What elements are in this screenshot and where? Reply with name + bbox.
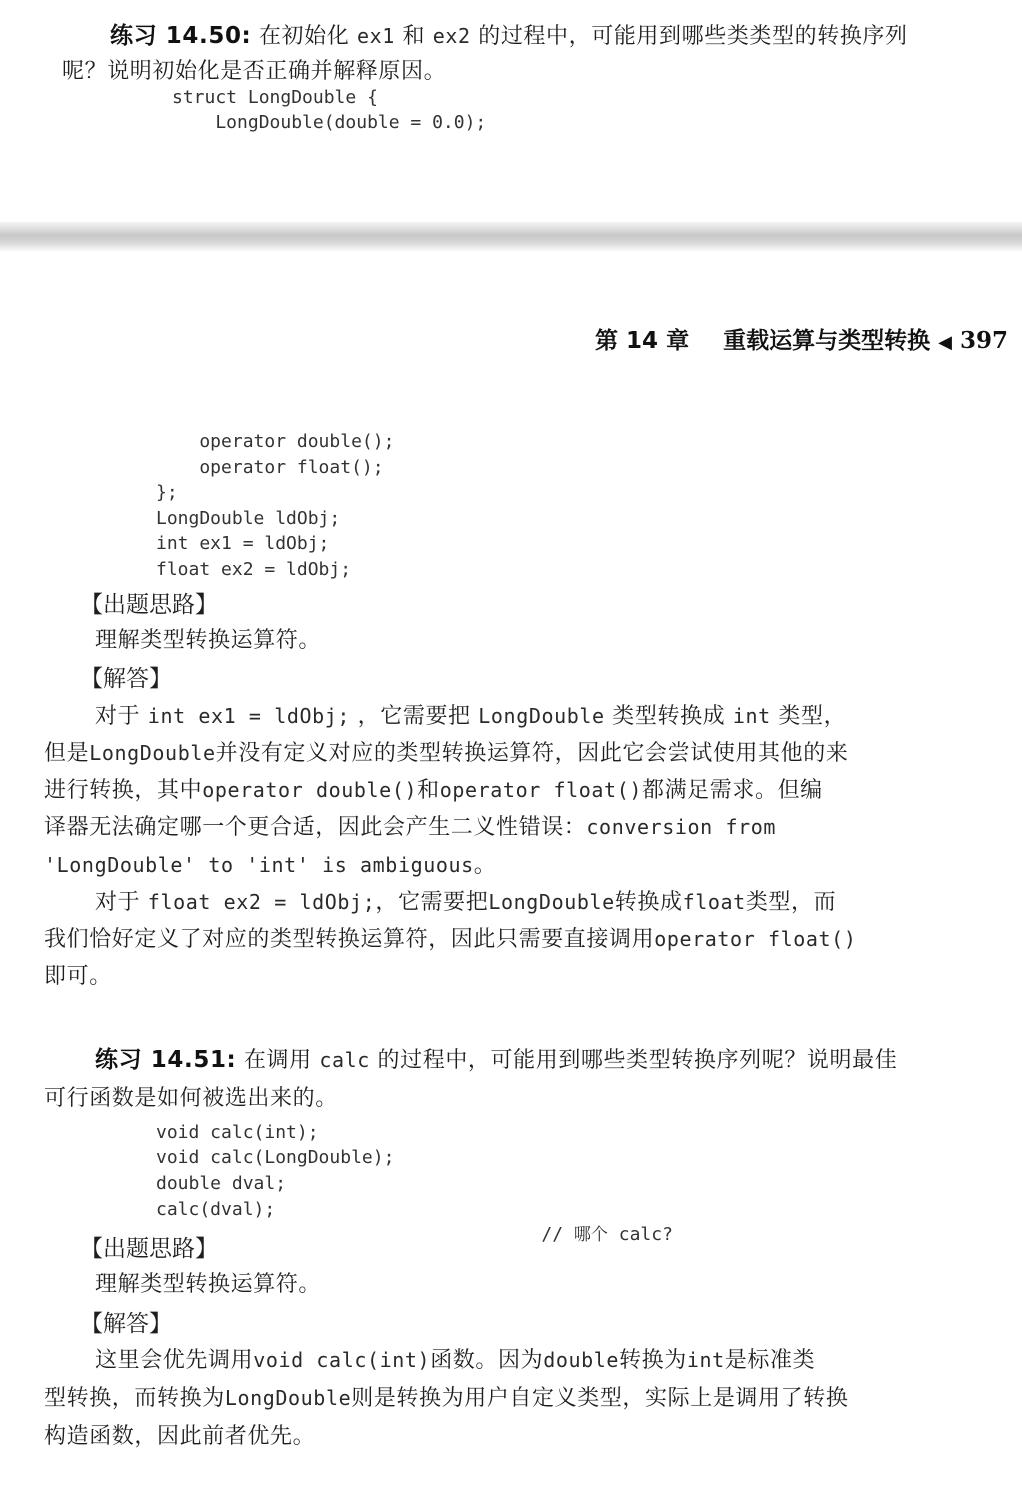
exercise-14-51-line1: 练习 14.51: 在调用 calc 的过程中，可能用到哪些类型转换序列呢？说明最佳 xyxy=(95,1047,898,1073)
answer-heading: 【解答】 xyxy=(80,1311,172,1337)
exercise-14-51-line2: 可行函数是如何被选出来的。 xyxy=(44,1086,338,1111)
text-line: 型转换，而转换为LongDouble则是转换为用户自定义类型，实际上是调用了转换 xyxy=(44,1386,849,1411)
text-line: 但是LongDouble并没有定义对应的类型转换运算符，因此它会尝试使用其他的来 xyxy=(44,741,849,766)
code-line: float ex2 = ldObj; xyxy=(156,559,352,580)
page-arrow-icon: ◀ xyxy=(938,332,952,353)
text-line: 即可。 xyxy=(44,964,112,989)
exercise-label: 练习 14.51: xyxy=(95,1047,237,1073)
code-line: calc(dval); xyxy=(156,1199,276,1220)
code-line: LongDouble(double = 0.0); xyxy=(172,112,487,133)
code-line: }; xyxy=(156,482,178,503)
idea-text: 理解类型转换运算符。 xyxy=(95,628,322,653)
code-line: LongDouble ldObj; xyxy=(156,508,341,529)
exercise-14-50-line2: 呢？说明初始化是否正确并解释原因。 xyxy=(62,59,447,84)
code-line: void calc(int); xyxy=(156,1122,319,1143)
code-line: void calc(LongDouble); xyxy=(156,1147,395,1168)
text-line: 进行转换，其中operator double()和operator float()都满足需求。但编 xyxy=(44,778,823,803)
exercise-label: 练习 14.50: xyxy=(110,23,252,49)
chapter-number: 第 14 章 xyxy=(595,328,690,354)
code-line: struct LongDouble { xyxy=(172,87,378,108)
exercise-14-50-line1: 练习 14.50: 在初始化 ex1 和 ex2 的过程中，可能用到哪些类类型的转换序列 xyxy=(110,23,908,49)
page-number: 397 xyxy=(959,327,1008,354)
text-line: 我们恰好定义了对应的类型转换运算符，因此只需要直接调用operator float() xyxy=(44,927,857,952)
text-line: 这里会优先调用void calc(int)函数。因为double转换为int是标准类 xyxy=(95,1348,816,1373)
answer-heading: 【解答】 xyxy=(80,666,172,692)
idea-heading: 【出题思路】 xyxy=(80,592,218,618)
code-line: operator float(); xyxy=(156,457,384,478)
code-comment: // 哪个 calc? xyxy=(541,1224,673,1245)
text-line: 对于 int ex1 = ldObj; ，它需要把 LongDouble 类型转换成 int 类型， xyxy=(95,704,847,729)
text-line: 译器无法确定哪一个更合适，因此会产生二义性错误：conversion from xyxy=(44,815,777,840)
idea-heading: 【出题思路】 xyxy=(80,1236,218,1262)
page-header xyxy=(595,322,1008,355)
idea-text: 理解类型转换运算符。 xyxy=(95,1272,322,1297)
code-line: double dval; xyxy=(156,1173,287,1194)
code-line: int ex1 = ldObj; xyxy=(156,533,330,554)
chapter-title: 重载运算与类型转换 xyxy=(723,328,931,354)
text-line: 构造函数，因此前者优先。 xyxy=(44,1424,316,1449)
code-line: operator double(); xyxy=(156,431,395,452)
page-divider xyxy=(0,222,1022,252)
text-line: 对于 float ex2 = ldObj;，它需要把LongDouble转换成float类型，而 xyxy=(95,890,837,915)
text-line: 'LongDouble' to 'int' is ambiguous。 xyxy=(44,853,497,878)
